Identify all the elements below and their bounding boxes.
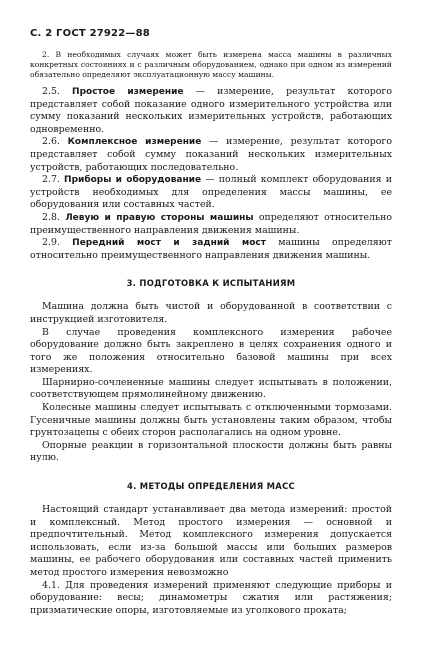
definition-number: 2.7. [42,174,60,186]
note-paragraph: 2. В необходимых случаях может быть измерена масса машины в различных конкретных состояниях и с различным оборудованием, однако при одном из измерений обязательно определяют эксплуатационную массу машины. [30,50,392,79]
section-3-title: 3. ПОДГОТОВКА К ИСПЫТАНИЯМ [126,278,296,289]
definition-2-8 [30,212,392,237]
page-header: С. 2 ГОСТ 27922—88 [30,28,150,39]
definition-2-7 [30,174,392,212]
section-3-paragraph: Шарнирно-сочлененные машины следует испытывать в положении, соответствующем прямолинейному движению. [30,376,392,401]
document-page [30,28,392,617]
definition-term: Комплексное измерение [67,137,202,148]
definition-term: Левую и правую стороны машины [65,212,254,223]
definition-text: — измерение, результат которого представляет собой показание одного измерительного устройства или сумму показаний нескольких измерительных устройств, работающих одновременно. [30,86,392,135]
section-3-paragraph: Машина должна быть чистой и оборудованной в соответствии с инструкцией изготовителя. [30,301,392,325]
definition-term: Приборы и оборудование [64,175,202,186]
definition-term: Простое измерение [72,87,184,97]
definition-text: машины определяют относительно преимущественного направления движения машины. [30,237,392,261]
section-3-paragraph: В случае проведения комплексного измерения рабочее оборудование должно быть закреплено в целях сохранения одного и того же положения относительно базовой машины при всех измерениях. [30,326,392,376]
definition-number: 2.5. [42,86,60,97]
definition-number: 2.6. [42,136,60,148]
definition-2-9 [30,237,392,262]
section-3-paragraph: Колесные машины следует испытывать с отключенными тормозами. Гусеничные машины должны быть установлены таким образом, чтобы грунтозацепы с обеих сторон располагались на одном уровне. [30,402,392,439]
definition-number: 2.9. [42,237,60,249]
section-4-paragraph: Настоящий стандарт устанавливает два метода измерений: простой и комплексный. Метод простого измерения — основной и предпочтительный. Метод комплексного измерения допускается использовать, если из-за большой массы или больших размеров машины, ее рабочего оборудования или составных частей применить метод простого измерения невозможно [30,504,392,578]
section-4-title: 4. МЕТОДЫ ОПРЕДЕЛЕНИЯ МАСС [126,481,295,492]
definition-text: — измерение, результат которого представляет собой сумму показаний нескольких измерительных устройств, работающих последовательно. [30,136,392,173]
section-3-paragraph: Опорные реакции в горизонтальной плоскости должны быть равны нулю. [30,439,392,464]
definition-2-5 [30,86,392,136]
definition-text: определяют относительно преимущественного направления движения машины. [30,211,392,236]
section-4-paragraph: 4.1. Для проведения измерений применяют следующие приборы и оборудование: весы; динамометры сжатия или растяжения; призматические опоры, изготовляемые из уголкового проката; [30,579,392,616]
definition-2-6 [30,136,392,174]
definition-text: — полный комплект оборудования и устройств необходимых для определения массы машины, ее оборудования или составных частей. [30,174,392,211]
definition-number: 2.8. [42,211,60,223]
definition-term: Передний мост и задний мост [72,238,266,249]
